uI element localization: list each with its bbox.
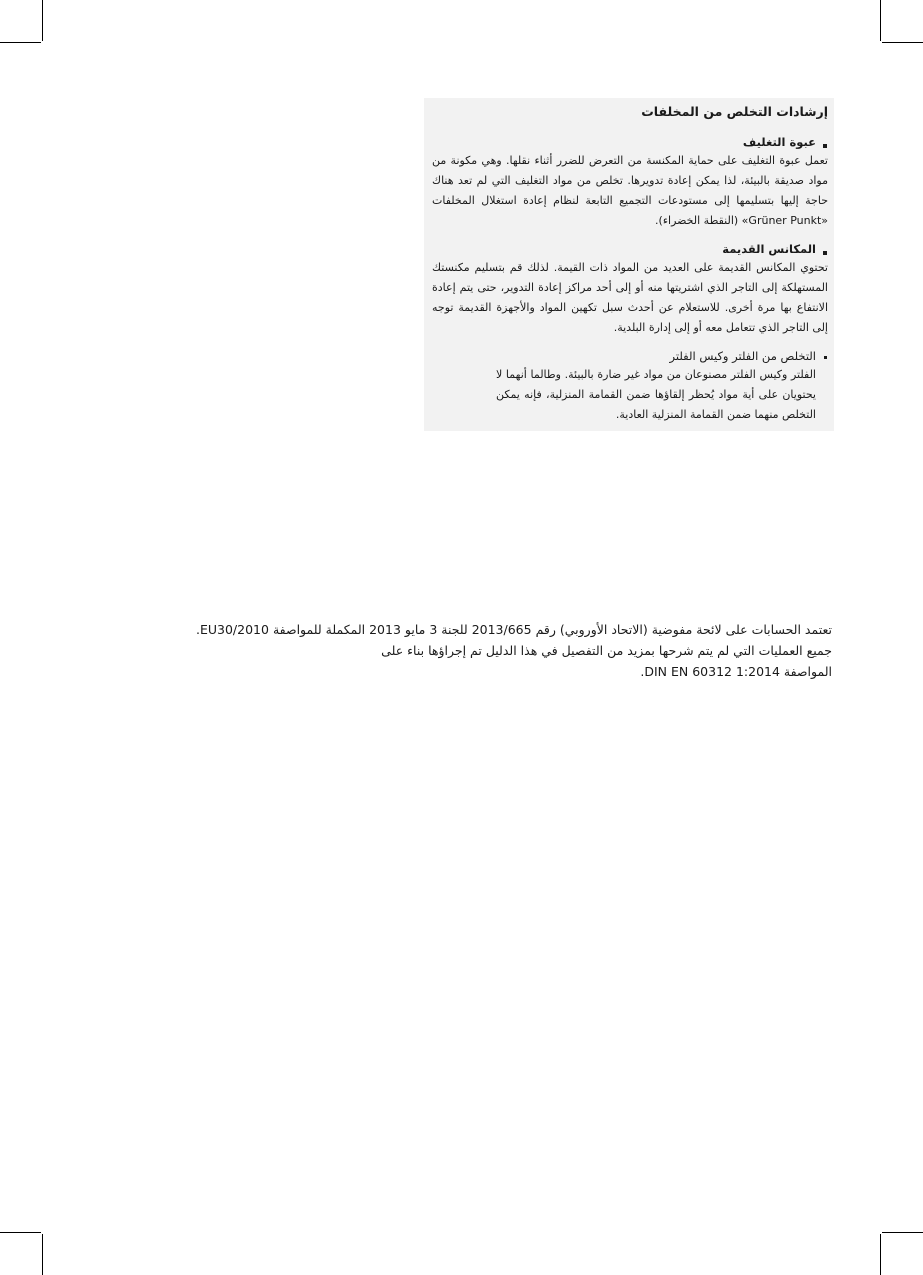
crop-mark-bottom-right-vertical [880, 1234, 881, 1275]
packaging-title [432, 134, 828, 151]
standards-note-line-3: المواصفة DIN EN 60312 1:2014. [640, 664, 832, 679]
bullet-icon [824, 356, 827, 359]
crop-mark-bottom-left-vertical [42, 1234, 43, 1275]
crop-mark-top-right-horizontal [882, 42, 923, 43]
crop-mark-top-left-vertical [42, 0, 43, 41]
old-appliances-body: تحتوي المكانس القديمة على العديد من المواد ذات القيمة. لذلك قم بتسليم مكنستك المستهلكة إلى التاجر الذي اشتريتها منه أو إلى أحد مراكز إعادة التدوير، حتى يتم إعادة الانتفاع بها مرة أخرى. للاستعلام عن أحدث سبل تكهين المواد والأجهزة القديمة توجه إلى التاجر الذي تتعامل معه أو إلى إدارة البلدية. [432, 261, 828, 334]
standards-note-line-2: جميع العمليات التي لم يتم شرحها بمزيد من التفصيل في هذا الدليل تم إجراؤها بناء على [381, 643, 832, 658]
crop-mark-top-left-horizontal [0, 42, 41, 43]
crop-mark-top-right-vertical [880, 0, 881, 41]
old-appliances-section [432, 241, 828, 338]
filter-disposal-title [432, 348, 828, 365]
standards-note-line-1: تعتمد الحسابات على لائحة مفوضية (الاتحاد الأوروبي) رقم 2013/665 للجنة 3 مايو 2013 المكملة للمواصفة EU30/2010. [196, 622, 832, 637]
packaging-title-text: عبوة التغليف [742, 135, 816, 149]
disposal-panel [424, 98, 834, 431]
crop-mark-bottom-left-horizontal [0, 1232, 41, 1233]
filter-disposal-section [432, 348, 828, 425]
disposal-content [432, 98, 828, 425]
bullet-icon [823, 251, 827, 255]
crop-mark-bottom-right-horizontal [882, 1232, 923, 1233]
old-appliances-title [432, 241, 828, 258]
disposal-heading: إرشادات التخلص من المخلفات [641, 104, 828, 119]
filter-disposal-body: الفلتر وكيس الفلتر مصنوعان من مواد غير ضارة بالبيئة. وطالما أنهما لا يحتويان على أية مواد يُحظر إلقاؤها ضمن القمامة المنزلية، فإنه يمكن التخلص منهما ضمن القمامة المنزلية العادية. [496, 368, 816, 421]
filter-disposal-title-text: التخلص من الفلتر وكيس الفلتر [669, 349, 816, 363]
packaging-section [432, 134, 828, 231]
old-appliances-title-text: المكانس القديمة [722, 242, 816, 256]
standards-note [100, 619, 832, 682]
packaging-body: تعمل عبوة التغليف على حماية المكنسة من التعرض للضرر أثناء نقلها. وهي مكونة من مواد صديقة بالبيئة، لذا يمكن إعادة تدويرها. تخلص من مواد التغليف التي لم تعد هناك حاجة إليها بتسليمها إلى مستودعات التجميع التابعة لنظام إعادة استغلال المخلفات «Grüner Punkt» (النقطة الخضراء). [432, 154, 828, 227]
bullet-icon [823, 144, 827, 148]
